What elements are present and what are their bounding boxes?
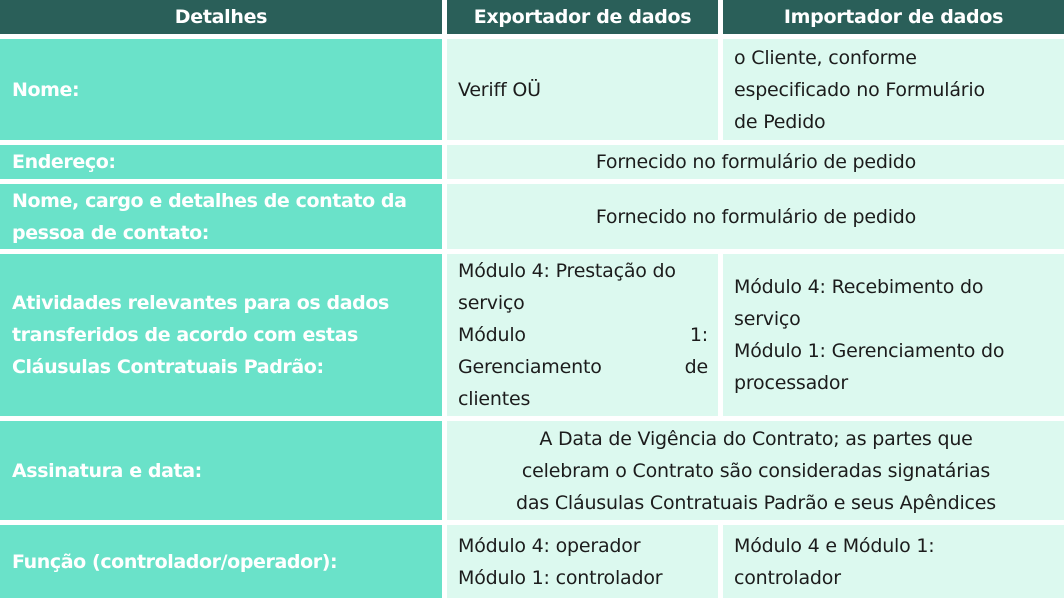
label-address: Endereço: xyxy=(0,145,447,184)
importer-activities-line: serviço xyxy=(734,308,801,330)
header-details: Detalhes xyxy=(0,0,447,39)
address-value: Fornecido no formulário de pedido xyxy=(447,145,1064,184)
label-line: Atividades relevantes para os dados xyxy=(12,292,389,314)
label-line: pessoa de contato: xyxy=(12,221,209,244)
signature-line: A Data de Vigência do Contrato; as partes que xyxy=(539,427,973,450)
label-role: Função (controlador/operador): xyxy=(0,525,447,598)
exporter-activities-line: clientes xyxy=(458,388,531,410)
label-signature-date: Assinatura e data: xyxy=(0,421,447,525)
importer-activities-line: processador xyxy=(734,372,848,394)
exporter-activities-line: serviço xyxy=(458,292,525,314)
label-line: Nome, cargo e detalhes de contato da xyxy=(12,189,407,212)
signature-line: das Cláusulas Contratuais Padrão e seus Apêndices xyxy=(516,491,996,514)
exporter-role xyxy=(447,525,723,598)
header-data-importer: Importador de dados xyxy=(723,0,1064,39)
importer-activities xyxy=(723,254,1064,421)
exporter-activities xyxy=(447,254,723,421)
importer-role xyxy=(723,525,1064,598)
importer-role-line: controlador xyxy=(734,566,841,589)
label-contact-person xyxy=(0,184,447,254)
importer-activities-line: Módulo 1: Gerenciamento do xyxy=(734,340,1005,362)
label-line: Cláusulas Contratuais Padrão: xyxy=(12,356,324,378)
header-data-exporter: Exportador de dados xyxy=(447,0,723,39)
label-relevant-activities xyxy=(0,254,447,421)
importer-name-line: de Pedido xyxy=(734,110,826,133)
importer-activities-line: Módulo 4: Recebimento do xyxy=(734,276,984,298)
exporter-activities-line: Módulo 1: xyxy=(458,324,708,346)
signature-line: celebram o Contrato são consideradas signatárias xyxy=(521,459,991,482)
label-name: Nome: xyxy=(0,39,447,145)
importer-name-line: especificado no Formulário xyxy=(734,78,985,101)
importer-role-line: Módulo 4 e Módulo 1: xyxy=(734,534,935,557)
signature-date-value xyxy=(447,421,1064,525)
importer-name xyxy=(723,39,1064,145)
exporter-role-line: Módulo 1: controlador xyxy=(458,566,663,589)
label-line: transferidos de acordo com estas xyxy=(12,324,358,346)
exporter-activities-line: Módulo 4: Prestação do xyxy=(458,260,676,282)
contact-person-value: Fornecido no formulário de pedido xyxy=(447,184,1064,254)
exporter-role-line: Módulo 4: operador xyxy=(458,534,641,557)
exporter-name: Veriff OÜ xyxy=(447,39,723,145)
exporter-activities-line: Gerenciamento de xyxy=(458,356,708,378)
importer-name-line: o Cliente, conforme xyxy=(734,46,917,69)
